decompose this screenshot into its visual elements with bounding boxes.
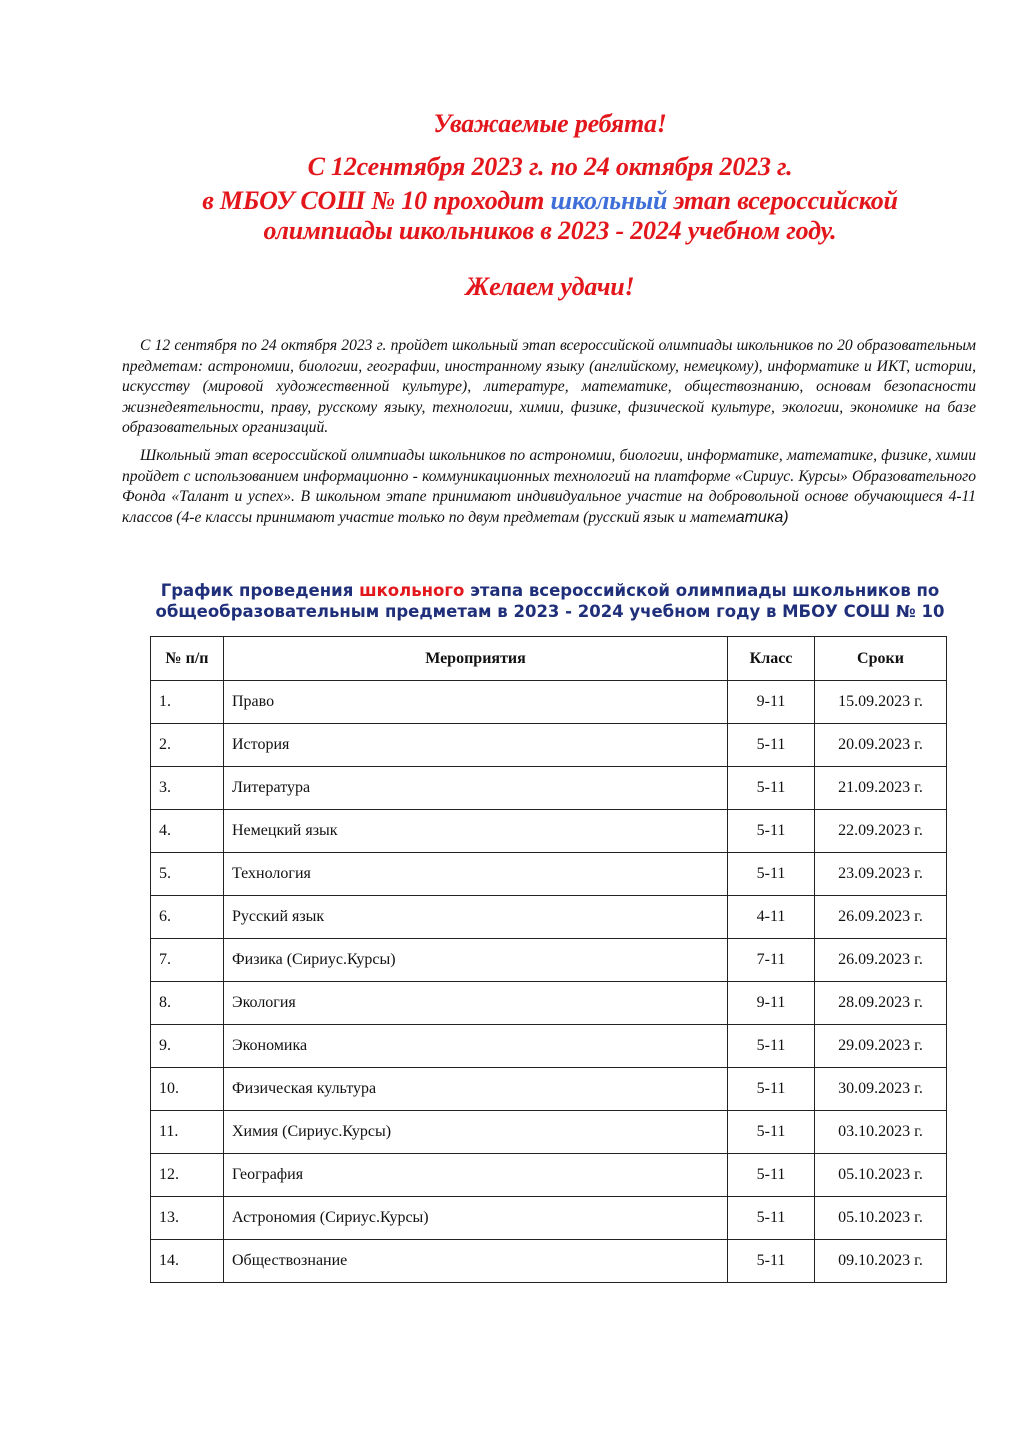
table-row [151, 767, 947, 810]
greeting-line: Уважаемые ребята! [433, 109, 667, 138]
table-row [151, 1025, 947, 1068]
row-event: Физика (Сириус.Курсы) [224, 939, 728, 982]
announcement-highlight: школьный [550, 186, 668, 215]
row-number: 4. [151, 810, 224, 853]
row-number: 11. [151, 1111, 224, 1154]
row-number: 14. [151, 1240, 224, 1283]
row-date: 22.09.2023 г. [815, 810, 947, 853]
intro-paragraph-1-text: С 12 сентября по 24 октября 2023 г. пройдет школьный этап всероссийской олимпиады школьников по 20 образовательным предметам: астрономии, биологии, географии, иностранному языку (английскому, немецкому), информатике и ИКТ, истории, искусству (мировой художественной культуре), литературе, математике, обществознанию, основам безопасности жизнедеятельности, праву, русскому языку, технологии, химии, физике, физической культуре, экологии, экономике на базе образовательных организаций. [122, 337, 976, 437]
row-event: Экономика [224, 1025, 728, 1068]
row-event: История [224, 724, 728, 767]
announcement-heading [100, 186, 1000, 246]
row-grade: 5-11 [728, 810, 815, 853]
row-event: Обществознание [224, 1240, 728, 1283]
row-event: Технология [224, 853, 728, 896]
row-date: 03.10.2023 г. [815, 1111, 947, 1154]
row-date: 21.09.2023 г. [815, 767, 947, 810]
row-date: 30.09.2023 г. [815, 1068, 947, 1111]
row-number: 6. [151, 896, 224, 939]
row-grade: 5-11 [728, 1154, 815, 1197]
row-date: 26.09.2023 г. [815, 939, 947, 982]
table-row [151, 724, 947, 767]
table-row [151, 681, 947, 724]
column-header-event: Мероприятия [224, 637, 728, 681]
row-date: 05.10.2023 г. [815, 1197, 947, 1240]
table-row [151, 1240, 947, 1283]
table-row [151, 982, 947, 1025]
row-grade: 4-11 [728, 896, 815, 939]
row-date: 23.09.2023 г. [815, 853, 947, 896]
row-grade: 5-11 [728, 853, 815, 896]
intro-paragraph-2-text: Школьный этап всероссийской олимпиады школьников по астрономии, биологии, информатике, математике, физике, химии пройдет с использованием информационно - коммуникационных технологий на платформе «Сириус. Курсы» Образовательного Фонда «Талант и успех». В школьном этапе принимают индивидуальное участие на добровольной основе обучающиеся 4-11 классов (4-е классы принимают участие только по двум предметам (русский язык и матем [122, 447, 976, 526]
table-row [151, 853, 947, 896]
row-number: 7. [151, 939, 224, 982]
table-row [151, 1197, 947, 1240]
announcement-line-1 [100, 186, 1000, 216]
intro-paragraph-2-tail: атика) [735, 508, 789, 526]
row-number: 5. [151, 853, 224, 896]
row-number: 2. [151, 724, 224, 767]
row-date: 05.10.2023 г. [815, 1154, 947, 1197]
table-row [151, 810, 947, 853]
schedule-title [120, 580, 980, 622]
row-event: География [224, 1154, 728, 1197]
row-date: 15.09.2023 г. [815, 681, 947, 724]
table-row [151, 939, 947, 982]
column-header-grade: Класс [728, 637, 815, 681]
row-grade: 9-11 [728, 982, 815, 1025]
row-grade: 5-11 [728, 1197, 815, 1240]
row-number: 1. [151, 681, 224, 724]
table-row [151, 896, 947, 939]
table-body [151, 681, 947, 1283]
row-grade: 9-11 [728, 681, 815, 724]
schedule-title-post: этапа всероссийской олимпиады школьников по общеобразовательным предметам в 2023 - 2024 учебном году в МБОУ СОШ № 10 [155, 581, 945, 621]
dates-line: С 12сентября 2023 г. по 24 октября 2023 г. [307, 152, 793, 181]
row-number: 3. [151, 767, 224, 810]
row-event: Право [224, 681, 728, 724]
row-date: 09.10.2023 г. [815, 1240, 947, 1283]
row-event: Астрономия (Сириус.Курсы) [224, 1197, 728, 1240]
announcement-text-post: этап всероссийской [667, 186, 898, 215]
table-header-row [151, 637, 947, 681]
intro-paragraph-1 [122, 336, 976, 439]
row-event: Химия (Сириус.Курсы) [224, 1111, 728, 1154]
row-date: 20.09.2023 г. [815, 724, 947, 767]
row-date: 29.09.2023 г. [815, 1025, 947, 1068]
row-date: 26.09.2023 г. [815, 896, 947, 939]
announcement-text-pre: в МБОУ СОШ № 10 проходит [202, 186, 551, 215]
row-number: 12. [151, 1154, 224, 1197]
row-event: Немецкий язык [224, 810, 728, 853]
greeting-heading [100, 103, 1000, 145]
table-row [151, 1068, 947, 1111]
column-header-date: Сроки [815, 637, 947, 681]
announcement-line-2: олимпиады школьников в 2023 - 2024 учебном году. [263, 216, 837, 245]
table-row [151, 1154, 947, 1197]
row-grade: 5-11 [728, 767, 815, 810]
row-number: 10. [151, 1068, 224, 1111]
row-event: Русский язык [224, 896, 728, 939]
schedule-table [150, 636, 947, 1283]
row-grade: 7-11 [728, 939, 815, 982]
row-event: Литература [224, 767, 728, 810]
row-date: 28.09.2023 г. [815, 982, 947, 1025]
dates-heading [100, 146, 1000, 188]
row-number: 9. [151, 1025, 224, 1068]
row-number: 13. [151, 1197, 224, 1240]
schedule-title-pre: График проведения [160, 581, 360, 600]
wish-heading [100, 266, 1000, 308]
intro-paragraph-2 [122, 446, 976, 528]
table-row [151, 1111, 947, 1154]
wish-line: Желаем удачи! [465, 272, 635, 301]
column-header-number: № п/п [151, 637, 224, 681]
row-event: Экология [224, 982, 728, 1025]
row-number: 8. [151, 982, 224, 1025]
row-grade: 5-11 [728, 1240, 815, 1283]
row-grade: 5-11 [728, 1111, 815, 1154]
row-grade: 5-11 [728, 1068, 815, 1111]
schedule-title-highlight: школьного [359, 581, 465, 600]
row-grade: 5-11 [728, 724, 815, 767]
row-grade: 5-11 [728, 1025, 815, 1068]
row-event: Физическая культура [224, 1068, 728, 1111]
